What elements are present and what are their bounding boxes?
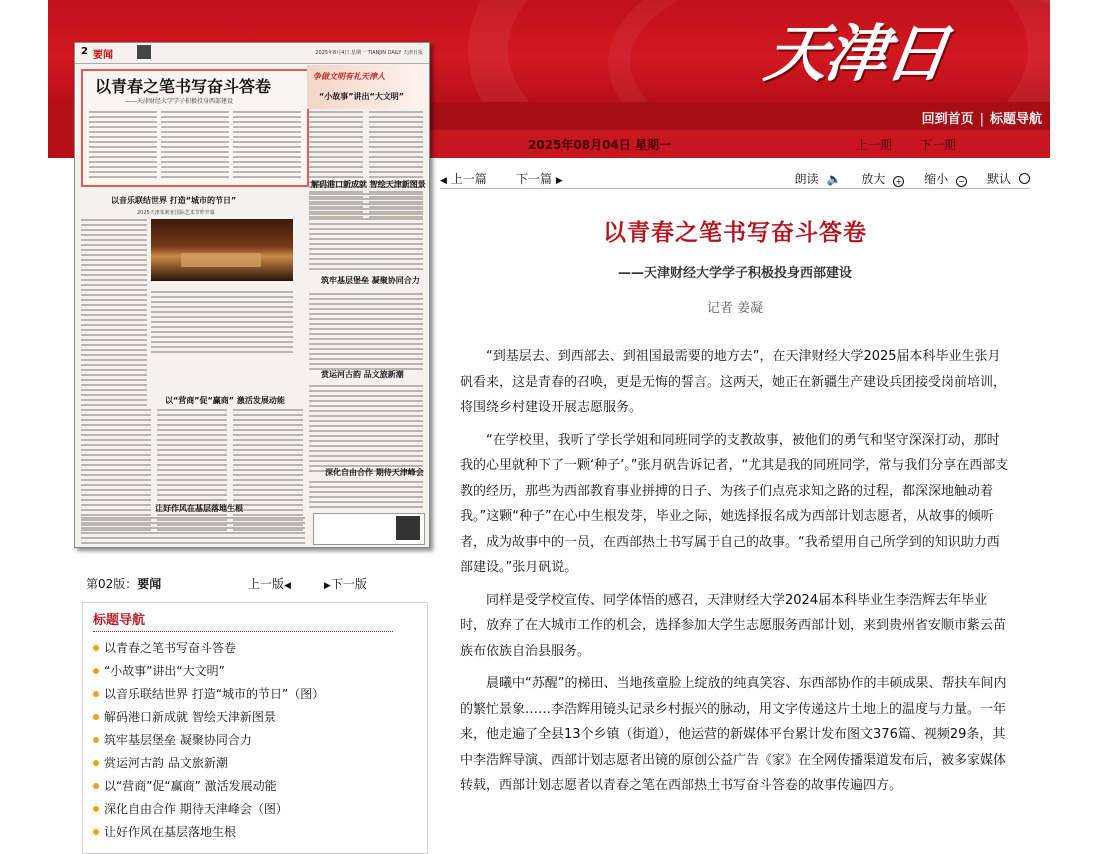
prev-page-label: 上一版: [248, 577, 285, 591]
bullet-icon: [93, 714, 99, 720]
paper-headline[interactable]: 解码港口新成就 智绘天津新图景: [311, 180, 426, 189]
concert-photo[interactable]: [151, 219, 293, 281]
toc-item-label: 让好作风在基层落地生根: [104, 825, 237, 839]
prev-article-label: 上一篇: [450, 172, 487, 186]
paper-headline[interactable]: 赏运河古韵 品文旅新潮: [321, 370, 404, 379]
toc-item[interactable]: [93, 637, 324, 660]
toc-item[interactable]: [93, 729, 324, 752]
triangle-left-icon: ◀: [440, 176, 447, 186]
paper-headline[interactable]: 深化自由合作 期待天津峰会: [325, 468, 424, 477]
bullet-icon: [93, 783, 99, 789]
text-column: [81, 219, 147, 419]
article-paragraph: “到基层去、到西部去、到祖国最需要的地方去”，在天津财经大学2025届本科毕业生张月矾看来，这是青春的召唤，更是无悔的誓言。这两天，她正在新疆生产建设兵团接受岗前培训，将围绕乡村建设开展志愿服务。: [460, 349, 1007, 415]
triangle-right-icon: ▶: [555, 176, 563, 186]
toc-list: [93, 637, 324, 844]
next-page-link[interactable]: [324, 575, 367, 592]
prev-issue-link[interactable]: 上一期: [856, 138, 893, 152]
text-column: [309, 385, 423, 475]
page-version: [86, 575, 161, 592]
toc-item[interactable]: [93, 752, 324, 775]
zoom-out-label: 缩小: [924, 172, 949, 186]
minus-circle-icon: −: [956, 176, 967, 187]
text-column: [309, 293, 423, 373]
toc-item[interactable]: [93, 706, 324, 729]
page-version-name: 要闻: [137, 577, 162, 591]
prev-article-link[interactable]: [440, 170, 487, 187]
next-article-link[interactable]: [516, 170, 563, 187]
paper-subheadline: 2025天津茱莉亚国际艺术节昨开幕: [137, 210, 215, 216]
article-title: 以青春之笔书写奋斗答卷: [603, 220, 867, 246]
text-column: [309, 481, 423, 511]
read-aloud-label: 朗读: [794, 172, 819, 186]
article-author: 记者 姜凝: [706, 301, 764, 316]
newspaper-page-thumbnail[interactable]: [74, 42, 430, 548]
prev-page-link[interactable]: [248, 575, 291, 592]
qr-code-icon: [396, 516, 420, 540]
date-bar: [426, 130, 1050, 158]
toc-title: 标题导航: [93, 613, 146, 628]
toc-item[interactable]: [93, 775, 324, 798]
next-issue-link[interactable]: 下一期: [920, 138, 957, 152]
civility-banner-text: 争做文明有礼天津人: [313, 72, 385, 81]
next-page-label: 下一版: [330, 577, 367, 591]
paper-headline[interactable]: 以音乐联结世界 打造“城市的节日”: [111, 196, 237, 205]
paper-header-date: 2025年8月4日 星期一 TIANJIN DAILY 天津日报: [315, 50, 423, 56]
text-column: [89, 111, 157, 181]
toc-item-label: 以音乐联结世界 打造“城市的节日”（图）: [104, 687, 325, 701]
page-version-nav: [86, 575, 426, 593]
speaker-icon: 🔈: [826, 172, 842, 186]
home-link[interactable]: 回到首页: [921, 112, 974, 127]
paper-page-label: 要闻: [93, 50, 113, 61]
toc-item-label: 筑牢基层堡垒 凝聚协同合力: [104, 733, 252, 747]
plus-circle-icon: +: [893, 176, 904, 187]
title-navigation-panel: [82, 602, 428, 854]
article-body: [460, 344, 1010, 806]
article-subtitle: ——天津财经大学学子积极投身西部建设: [617, 266, 852, 281]
page-version-prefix: 第02版：: [86, 577, 138, 591]
zoom-in-button[interactable]: [853, 172, 904, 186]
paper-headline[interactable]: 以“营商”促“赢商” 激活发展动能: [165, 396, 285, 405]
toc-item-label: 解码港口新成就 智绘天津新图景: [104, 710, 276, 724]
issue-date: 2025年08月04日 星期一: [528, 138, 671, 152]
text-column: [309, 193, 423, 273]
paper-page-number: 2: [81, 46, 88, 57]
bullet-icon: [93, 829, 99, 835]
article-paragraph: “在学校里，我听了学长学姐和同班同学的支教故事，被他们的勇气和坚守深深打动，那时我的心里就种下了一颗‘种子’。”张月矾告诉记者，“尤其是我的同班同学，常与我们分享在西部支教的经历，那些为西部教育事业拼搏的日子、为孩子们点亮求知之路的过程，都深深地触动着我。”这颗“种子”在心中生根发芽，毕业之际，她选择报名成为西部计划志愿者，从故事的倾听者，成为故事中的一员，在西部热土书写属于自己的故事。“我希望用自己所学到的知识助力西部建设。”张月矾说。: [460, 432, 1009, 575]
bullet-icon: [93, 645, 99, 651]
newspaper-logo[interactable]: 天津日報: [760, 17, 952, 90]
paper-notice-box: [313, 513, 425, 545]
paper-headline[interactable]: 筑牢基层堡垒 凝聚协同合力: [321, 276, 420, 285]
paper-headline[interactable]: 让好作风在基层落地生根: [155, 504, 243, 513]
toc-item-label: 深化自由合作 期待天津峰会（图）: [104, 802, 288, 816]
bullet-icon: [93, 737, 99, 743]
triangle-left-icon: ◀: [284, 581, 291, 591]
toc-item[interactable]: [93, 821, 324, 844]
zoom-in-label: 放大: [861, 172, 886, 186]
toc-item[interactable]: [93, 683, 324, 706]
toc-item-label: “小故事”讲出“大文明”: [104, 664, 225, 678]
zoom-out-button[interactable]: [916, 172, 967, 186]
toc-item-label: 以青春之笔书写奋斗答卷: [104, 641, 237, 655]
article-toolbar: [440, 168, 1030, 189]
read-aloud-button[interactable]: [787, 172, 842, 186]
text-column: [151, 291, 293, 356]
triangle-right-icon: ▶: [324, 581, 331, 591]
article-paragraph: 同样是受学校宣传、同学体悟的感召，天津财经大学2024届本科毕业生李浩辉去年毕业时，放弃了在大城市工作的机会，选择参加大学生志愿服务西部计划，来到贵州省安顺市紫云苗族布依族自治县服务。: [460, 592, 1007, 659]
stage-lights: [181, 253, 261, 267]
bullet-icon: [93, 806, 99, 812]
top-nav-bar: [426, 102, 1050, 130]
toc-item[interactable]: [93, 798, 324, 821]
toc-item-label: 赏运河古韵 品文旅新潮: [104, 756, 228, 770]
article-hotspot-highlight[interactable]: [81, 69, 309, 187]
bullet-icon: [93, 760, 99, 766]
bullet-icon: [93, 691, 99, 697]
nav-separator: |: [979, 112, 984, 127]
text-column: [81, 409, 151, 534]
top-nav-links: [922, 108, 1042, 127]
text-column: [233, 111, 301, 181]
paper-headline[interactable]: “小故事”讲出“大文明”: [319, 92, 405, 101]
reading-tools: [779, 170, 1031, 187]
paper-main-title: 以青春之笔书写奋斗答卷: [95, 77, 272, 96]
toc-divider: [93, 631, 393, 632]
qr-code-icon: [137, 45, 151, 59]
paper-header: [75, 43, 429, 64]
text-column: [157, 409, 227, 534]
title-nav-link[interactable]: 标题导航: [989, 112, 1042, 127]
article-paragraph: 晨曦中“苏醒”的梯田、当地孩童脸上绽放的纯真笑容、东西部协作的丰硕成果、帮扶车间内的繁忙景象……李浩辉用镜头记录乡村振兴的脉动，用文字传递这片土地上的温度与力量。一年来，他走遍了全县13个乡镇（街道），他运营的新媒体平台累计发布图文376篇、视频29条，其中李浩辉导演、西部计划志愿者出镜的原创公益广告《家》在全网传播渠道发布后，被多家媒体转载，西部计划志愿者以青春之笔在西部热土书写奋斗答卷的故事传遍四方。: [460, 676, 1007, 793]
issue-nav: [856, 136, 984, 153]
default-size-label: 默认: [986, 172, 1011, 186]
civility-banner[interactable]: [307, 65, 425, 109]
next-article-label: 下一篇: [516, 172, 553, 186]
page-frame: [48, 0, 1050, 842]
paper-main-subtitle: ——天津财经大学学子积极投身西部建设: [125, 98, 234, 105]
toc-item-label: 以“营商”促“赢商” 激活发展动能: [104, 779, 277, 793]
default-size-button[interactable]: [979, 172, 1030, 186]
toc-item[interactable]: [93, 660, 324, 683]
bullet-icon: [93, 668, 99, 674]
text-column: [81, 517, 305, 547]
circle-icon: [1019, 173, 1030, 184]
text-column: [161, 111, 229, 181]
text-column: [233, 409, 303, 534]
